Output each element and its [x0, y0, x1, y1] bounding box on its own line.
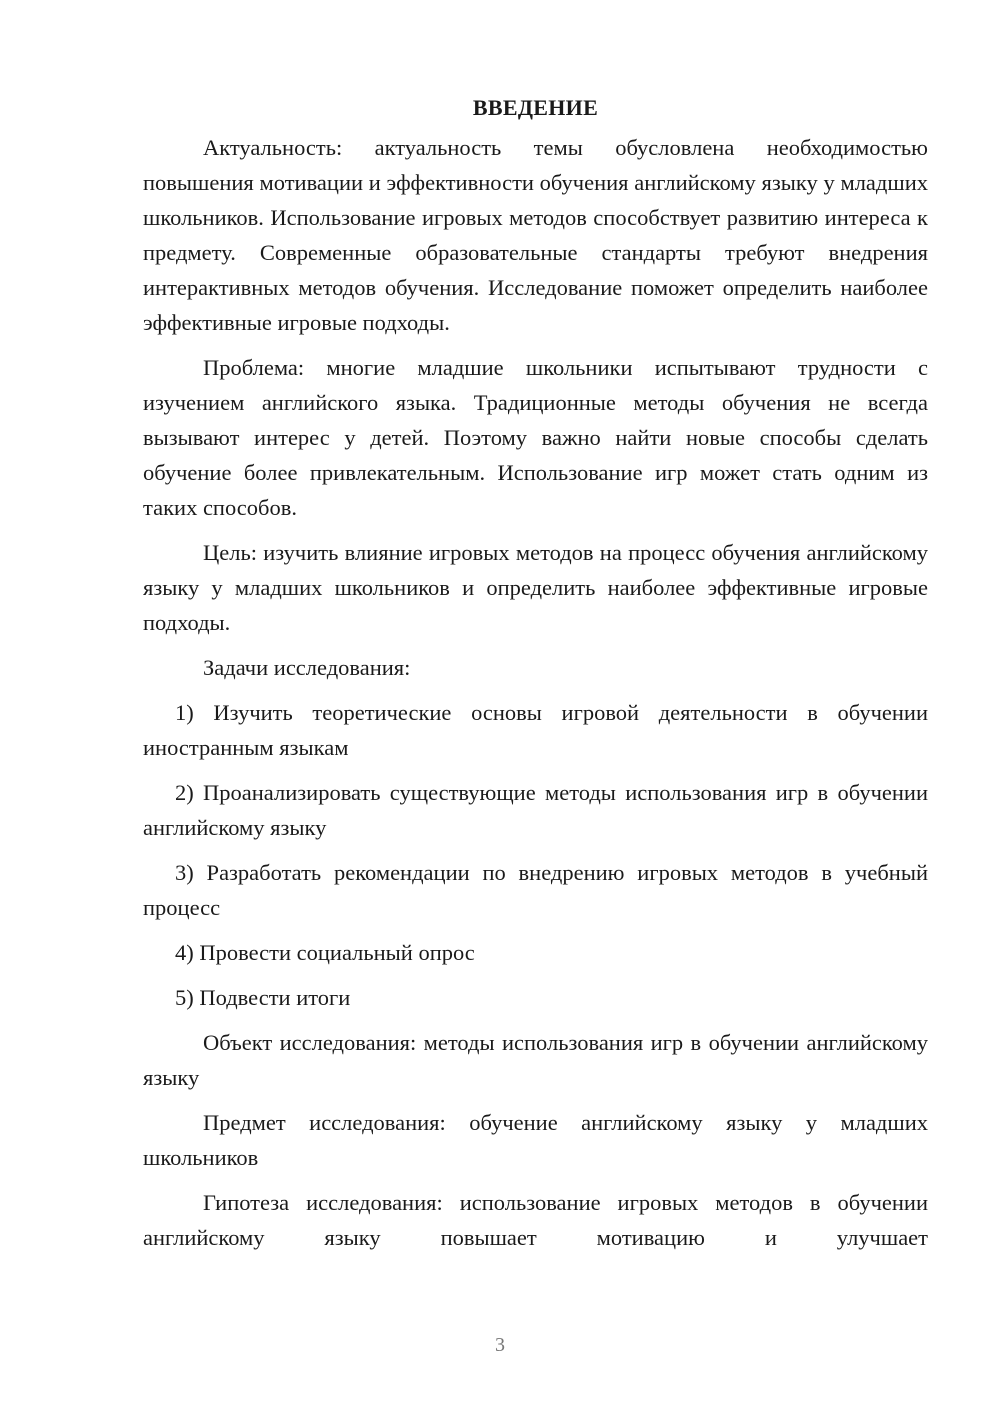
task-item-1: 1) Изучить теоретические основы игровой деятельности в обучении иностранным языкам	[143, 700, 928, 760]
tasks-heading: Задачи исследования:	[203, 655, 411, 680]
section-title: ВВЕДЕНИЕ	[472, 95, 599, 120]
paragraph-problem: Проблема: многие младшие школьники испытывают трудности с изучением английского языка. Традиционные методы обучения не всегда вызывают интерес у детей. Поэтому важно найти новые способы сделать обучение более привлекательным. Использование игр может стать одним из таких способов.	[143, 355, 928, 520]
document-page	[143, 92, 928, 1255]
paragraph-subject: Предмет исследования: обучение английскому языку у младших школьников	[143, 1110, 928, 1170]
task-item-2: 2) Проанализировать существующие методы использования игр в обучении английскому языку	[143, 780, 928, 840]
page-number: 3	[495, 1334, 505, 1356]
task-item-3: 3) Разработать рекомендации по внедрению игровых методов в учебный процесс	[143, 860, 928, 920]
paragraph-object: Объект исследования: методы использования игр в обучении английскому языку	[143, 1030, 928, 1090]
paragraph-hypothesis: Гипотеза исследования: использование игровых методов в обучении английскому языку повышает мотивацию и улучшает	[143, 1190, 928, 1250]
paragraph-goal: Цель: изучить влияние игровых методов на процесс обучения английскому языку у младших школьников и определить наиболее эффективные игровые подходы.	[143, 540, 928, 635]
task-item-4: 4) Провести социальный опрос	[175, 940, 475, 965]
task-item-5: 5) Подвести итоги	[175, 985, 351, 1010]
paragraph-relevance: Актуальность: актуальность темы обусловлена необходимостью повышения мотивации и эффективности обучения английскому языку у младших школьников. Использование игровых методов способствует развитию интереса к предмету. Современные образовательные стандарты требуют внедрения интерактивных методов обучения. Исследование поможет определить наиболее эффективные игровые подходы.	[143, 135, 928, 335]
